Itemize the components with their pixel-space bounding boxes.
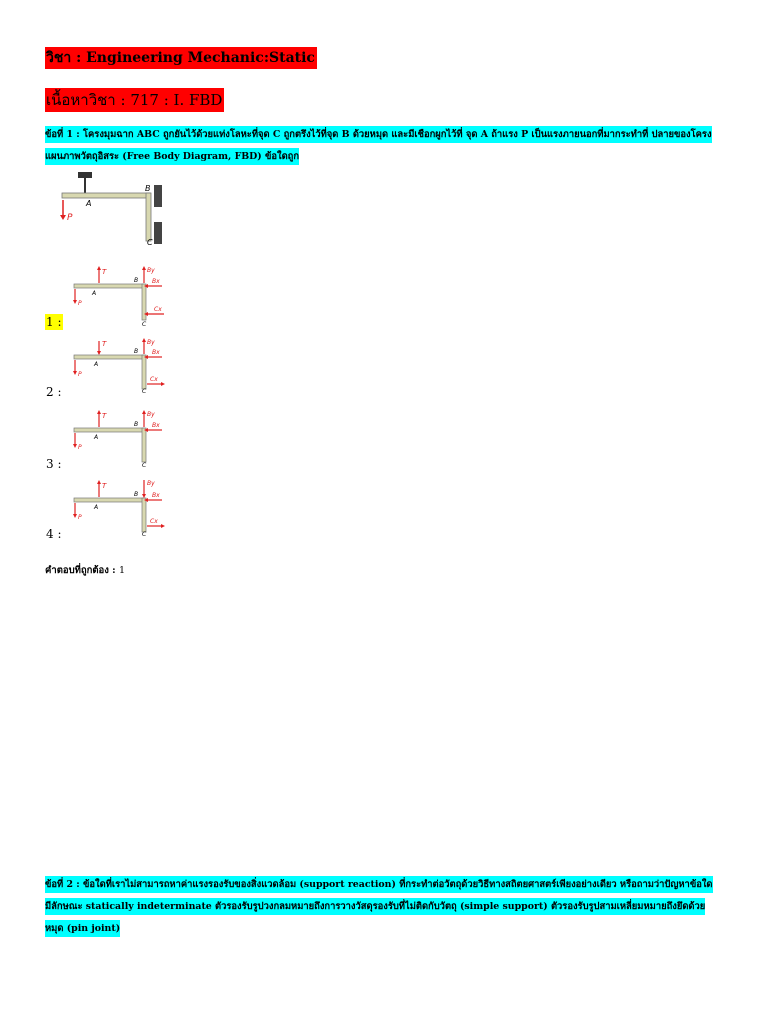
beam-bc: [142, 355, 146, 389]
tension-arrowhead: [97, 266, 101, 270]
label-a: A: [94, 504, 99, 511]
label-c: C: [147, 238, 153, 247]
reaction-by-arrowhead: [142, 410, 146, 414]
label-cx: Cx: [150, 518, 158, 525]
label-p: P: [78, 514, 82, 521]
label-b: B: [134, 421, 139, 428]
wall-support-c: [154, 222, 162, 244]
tension-arrowhead: [97, 480, 101, 484]
label-bx: Bx: [152, 492, 160, 499]
answer-label: คำตอบที่ถูกต้อง :: [45, 565, 116, 576]
force-p-arrowhead: [73, 300, 77, 304]
label-b: B: [145, 184, 151, 193]
answer-value: 1: [119, 565, 126, 576]
label-by: By: [147, 267, 155, 274]
force-p-arrowhead: [73, 514, 77, 518]
reaction-cx-arrowhead: [161, 524, 165, 528]
reaction-by-arrowhead: [142, 494, 146, 498]
label-b: B: [134, 348, 139, 355]
ceiling-block: [78, 172, 92, 178]
reaction-by-arrowhead: [142, 338, 146, 342]
force-p-arrowhead: [73, 444, 77, 448]
label-p: P: [78, 300, 82, 307]
label-a: A: [94, 361, 99, 368]
tension-arrowhead: [97, 410, 101, 414]
wall-support-b: [154, 185, 162, 207]
question-2-label: ข้อที่ 2 : ข้อใดที่เราไม่สามารถหาค่าแรงรองรับของสิ่งแวดล้อม (support reaction) ที่กระทำต่อวัตถุด้วยวิธีทางสถิตยศาสตร์เพียงอย่างเดียว หรือถามว่าปัญหาข้อใดมีลักษณะ statically indeterminate ตัวรองรับรูปวงกลมหมายถึงการวางวัสดุรองรับที่ไม่ติดกับวัตถุ (simple support) ตัวรองรับรูปสามเหลี่ยมหมายถึงยึดด้วยหมุด (pin joint): [45, 876, 713, 937]
beam-ab: [62, 193, 150, 198]
option-4-label[interactable]: 4 :: [46, 527, 62, 541]
force-p-arrowhead: [60, 215, 66, 220]
reaction-by-arrowhead: [142, 266, 146, 270]
question-2-text: [45, 874, 717, 940]
beam-ab: [74, 355, 144, 359]
page-title: วิชา : Engineering Mechanic:Static: [45, 47, 317, 69]
correct-answer: [45, 563, 125, 578]
label-a: A: [94, 434, 99, 441]
label-t: T: [102, 268, 107, 276]
label-by: By: [147, 480, 155, 487]
option-4-fbd: [66, 476, 170, 540]
label-cx: Cx: [154, 306, 162, 313]
option-3-label[interactable]: 3 :: [46, 457, 62, 471]
label-p: P: [78, 444, 82, 451]
label-cx: Cx: [150, 376, 158, 383]
label-a: A: [92, 290, 97, 297]
page-subtitle: เนื้อหาวิชา : 717 : I. FBD: [45, 88, 224, 112]
question-1-text: [45, 124, 717, 168]
label-t: T: [102, 482, 107, 490]
label-p: P: [67, 213, 73, 223]
option-1-fbd: [66, 262, 170, 328]
option-2-fbd: [66, 336, 170, 394]
beam-ab: [74, 428, 144, 432]
option-1-label[interactable]: 1 :: [46, 315, 62, 329]
label-b: B: [134, 491, 139, 498]
label-bx: Bx: [152, 422, 160, 429]
label-p: P: [78, 371, 82, 378]
beam-bc: [142, 428, 146, 462]
label-bx: Bx: [152, 278, 160, 285]
label-c: C: [142, 321, 147, 328]
label-b: B: [134, 277, 139, 284]
label-bx: Bx: [152, 349, 160, 356]
label-a: A: [86, 199, 92, 208]
label-t: T: [102, 340, 107, 348]
label-c: C: [142, 531, 147, 538]
label-t: T: [102, 412, 107, 420]
label-by: By: [147, 411, 155, 418]
option-3-fbd: [66, 404, 170, 468]
question-1-figure: [48, 170, 166, 248]
reaction-cx-arrowhead: [161, 382, 165, 386]
beam-bc: [146, 193, 151, 241]
label-c: C: [142, 462, 147, 468]
beam-ab: [74, 284, 144, 288]
tension-arrowhead: [97, 351, 101, 355]
label-c: C: [142, 388, 147, 394]
beam-bc: [142, 498, 146, 532]
beam-ab: [74, 498, 144, 502]
force-p-arrowhead: [73, 371, 77, 375]
label-by: By: [147, 339, 155, 346]
question-1-label: ข้อที่ 1 : โครงมุมฉาก ABC ถูกยันไว้ด้วยแท่งโลหะที่จุด C ถูกตรึงไว้ที่จุด B ด้วยหมุด และมีเชือกผูกไว้ที่ จุด A ถ้าแรง P เป็นแรงภายนอกที่มากระทำที่ ปลายของโครง แผนภาพวัตถุอิสระ (Free Body Diagram, FBD) ข้อใดถูก: [45, 126, 712, 165]
option-2-label[interactable]: 2 :: [46, 385, 62, 399]
